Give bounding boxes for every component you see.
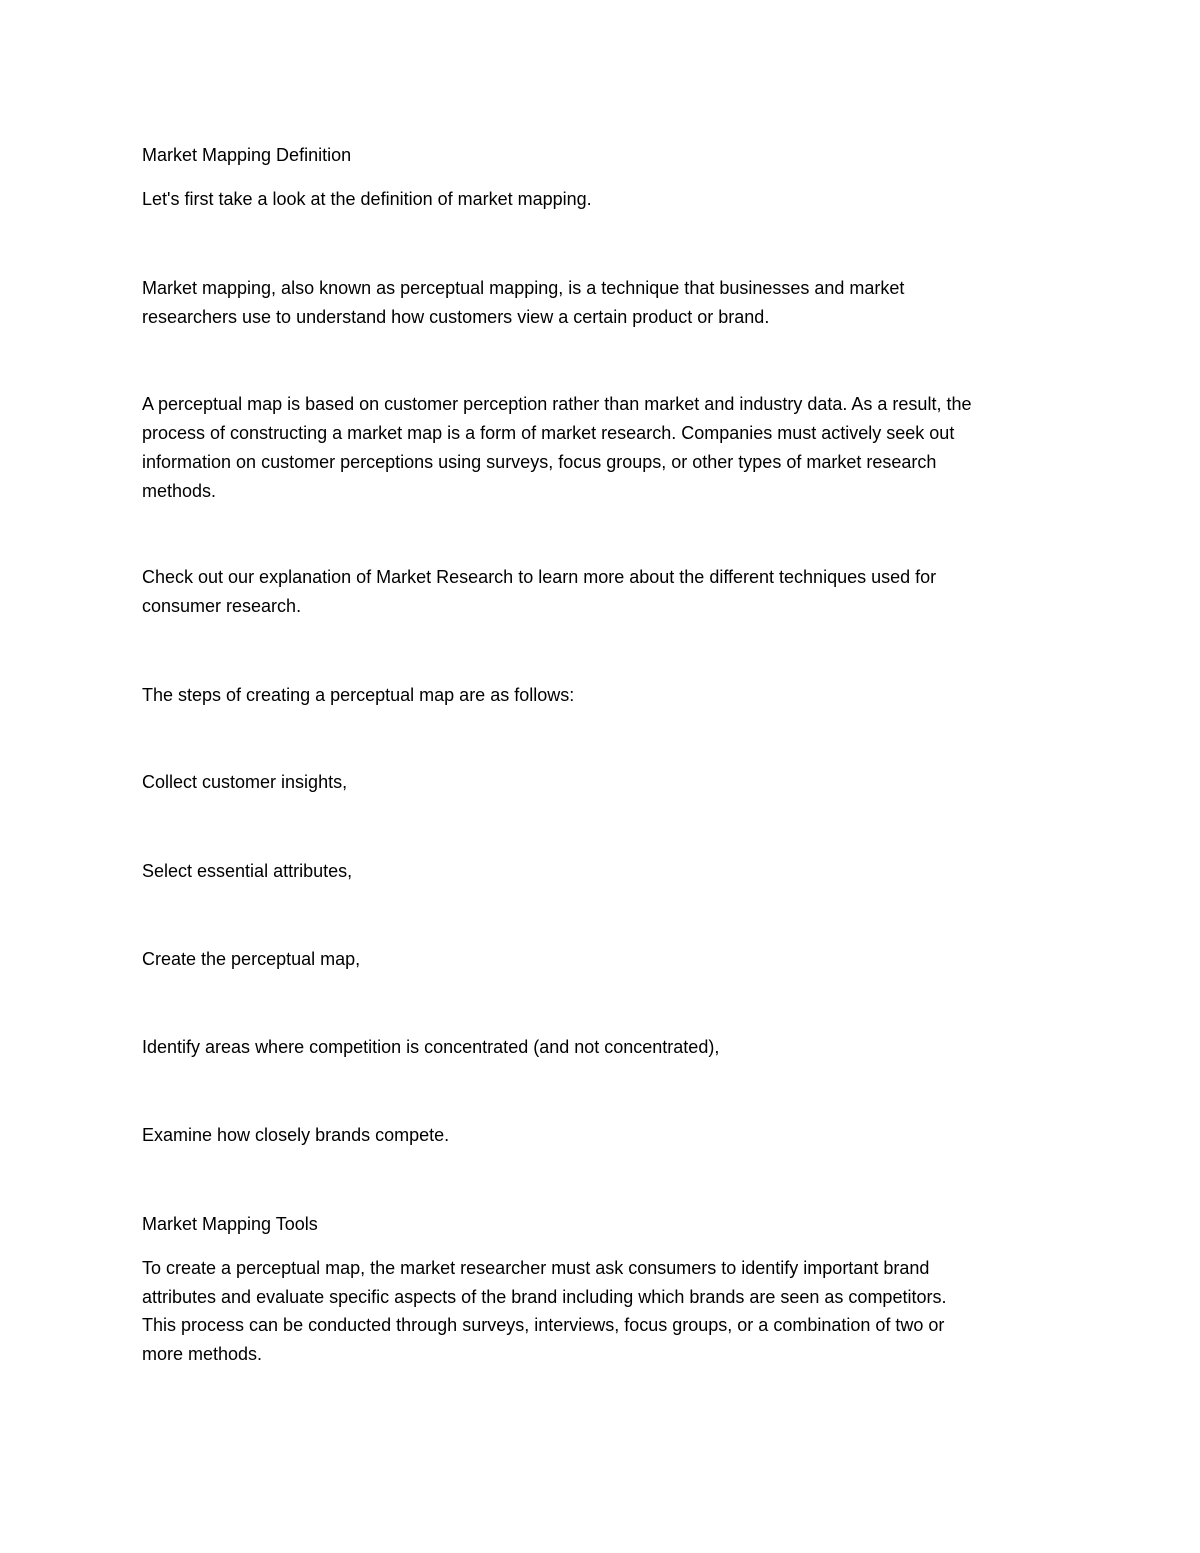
step-item: Collect customer insights, (142, 772, 348, 792)
step-item: Create the perceptual map, (142, 949, 361, 969)
paragraph-line: researchers use to understand how customers view a certain product or brand. (142, 307, 770, 327)
step-item: Select essential attributes, (142, 861, 353, 881)
section-heading-tools: Market Mapping Tools (142, 1214, 318, 1234)
intro-sentence: Let's first take a look at the definition of market mapping. (142, 189, 592, 209)
paragraph-line: consumer research. (142, 596, 302, 616)
paragraph-line: Check out our explanation of Market Research to learn more about the different techniques used for (142, 567, 937, 587)
paragraph-line: methods. (142, 481, 217, 501)
paragraph-line: process of constructing a market map is a form of market research. Companies must actively seek out (142, 423, 955, 443)
steps-intro: The steps of creating a perceptual map are as follows: (142, 685, 575, 705)
paragraph-line: information on customer perceptions using surveys, focus groups, or other types of market research (142, 452, 937, 472)
paragraph-line: This process can be conducted through surveys, interviews, focus groups, or a combination of two or (142, 1315, 945, 1335)
paragraph-line: A perceptual map is based on customer perception rather than market and industry data. As a result, the (142, 394, 972, 414)
paragraph-line: Market mapping, also known as perceptual mapping, is a technique that businesses and market (142, 278, 905, 298)
section-heading-definition: Market Mapping Definition (142, 145, 352, 165)
step-item: Examine how closely brands compete. (142, 1125, 450, 1145)
paragraph-line: more methods. (142, 1344, 263, 1364)
step-item: Identify areas where competition is concentrated (and not concentrated), (142, 1037, 720, 1057)
paragraph-line: To create a perceptual map, the market researcher must ask consumers to identify important brand (142, 1258, 930, 1278)
paragraph-line: attributes and evaluate specific aspects of the brand including which brands are seen as competitors. (142, 1287, 947, 1307)
